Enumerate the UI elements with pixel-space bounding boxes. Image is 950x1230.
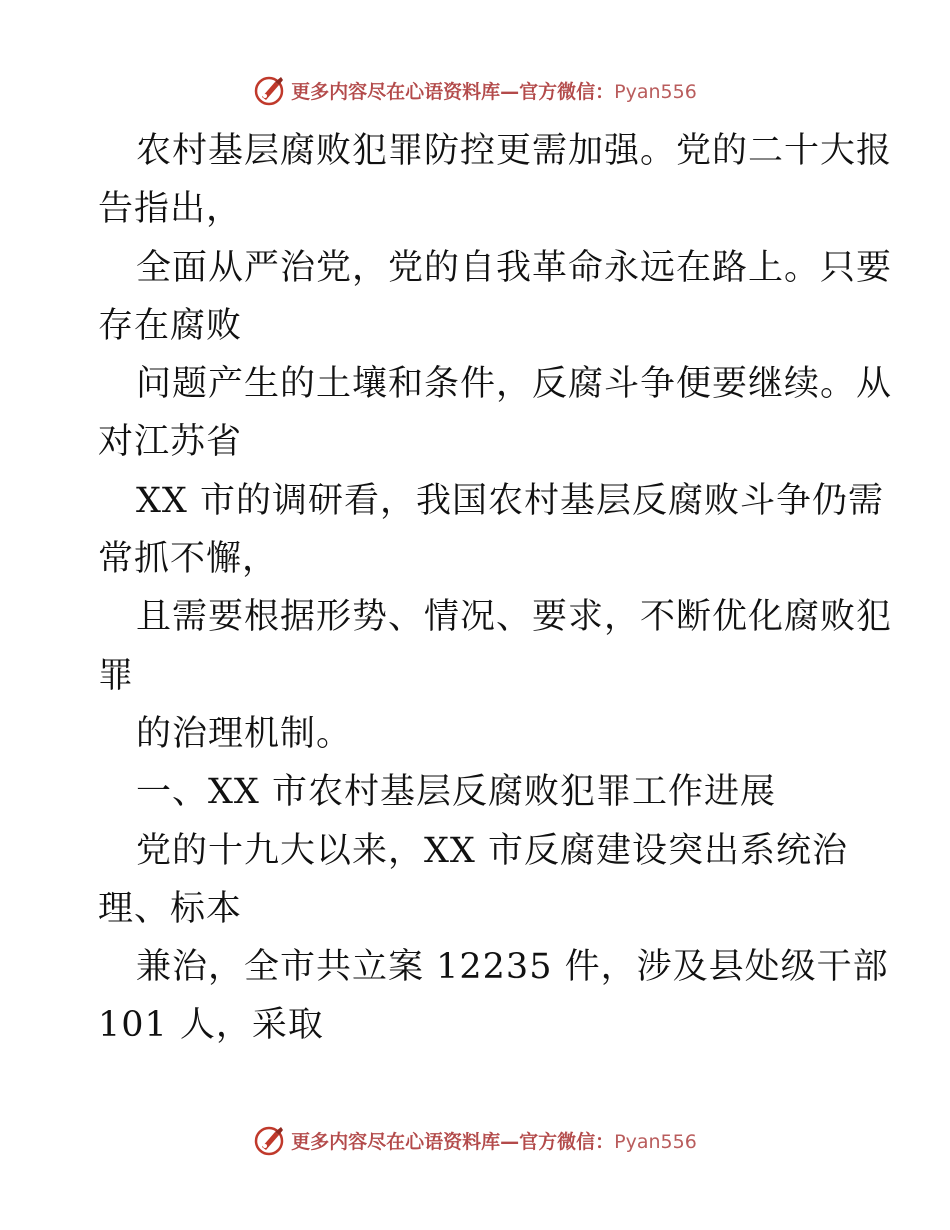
banner-wechat-id: Pyan556 [614, 1130, 697, 1153]
footer-banner [0, 1120, 950, 1160]
text-line: 对江苏省 [98, 422, 243, 463]
text-line: 告指出， [98, 189, 243, 230]
text-line: 101 人，采取 [98, 1005, 324, 1046]
banner-slogan: 更多内容尽在心语资料库—官方微信： [291, 80, 615, 103]
banner-text [291, 77, 697, 104]
text-line: 理、标本 [98, 888, 243, 929]
text-line: XX 市的调研看，我国农村基层反腐败斗争仍需 [136, 480, 884, 521]
text-line: 问题产生的土壤和条件，反腐斗争便要继续。从 [136, 364, 893, 405]
text-line: 党的十九大以来，XX 市反腐建设突出系统治 [136, 830, 848, 871]
banner-text [291, 1127, 697, 1154]
text-line: 全面从严治党，党的自我革命永远在路上。只要 [136, 247, 893, 288]
text-line: 常抓不懈， [98, 539, 279, 580]
banner-wechat-id: Pyan556 [614, 80, 697, 103]
text-line: 罪 [98, 655, 135, 696]
text-line: 兼治，全市共立案 12235 件，涉及县处级干部 [136, 947, 889, 988]
text-line: 且需要根据形势、情况、要求，不断优化腐败犯 [136, 597, 893, 638]
text-line: 一、XX 市农村基层反腐败犯罪工作进展 [136, 772, 776, 813]
document-body [98, 122, 893, 1055]
banner-slogan: 更多内容尽在心语资料库—官方微信： [291, 1130, 615, 1153]
header-banner [0, 70, 950, 110]
text-line: 的治理机制。 [136, 713, 353, 754]
pen-logo-icon [253, 1123, 287, 1157]
text-line: 农村基层腐败犯罪防控更需加强。党的二十大报 [136, 131, 893, 171]
pen-logo-icon [253, 73, 287, 107]
text-line: 存在腐败 [98, 305, 243, 346]
